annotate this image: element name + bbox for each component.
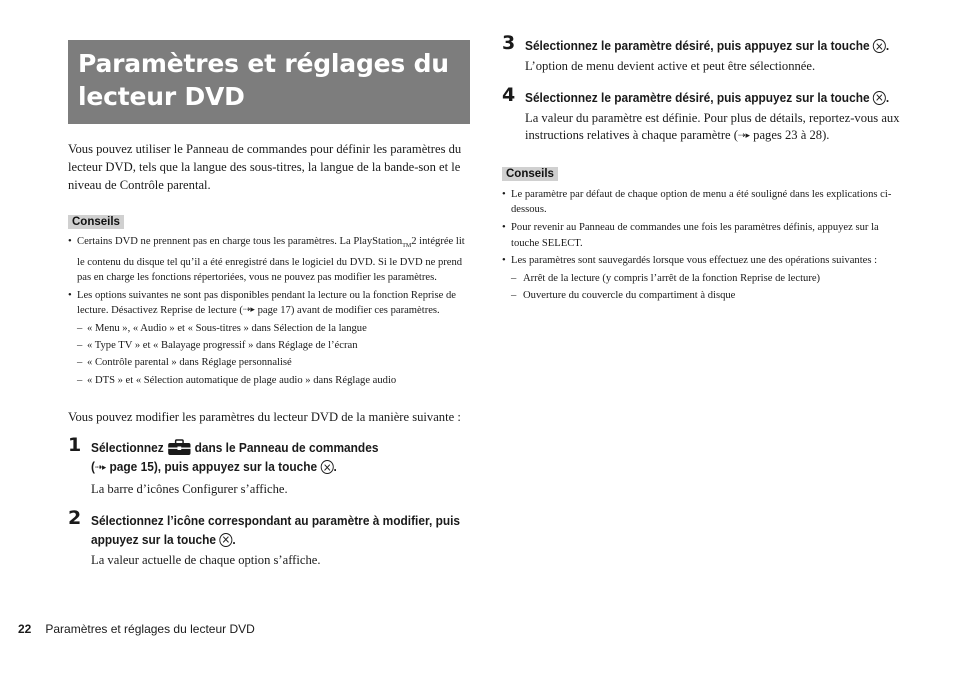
bullet: • — [68, 289, 72, 301]
step-number: 1 — [68, 434, 82, 457]
page-title — [68, 40, 470, 124]
step-number: 3 — [502, 32, 516, 54]
cross-button-icon — [873, 39, 886, 53]
step-heading: Sélectionnez le paramètre désiré, puis appuyez sur la touche . — [525, 89, 890, 105]
page-title-line-1: Paramètres et réglages du — [78, 49, 449, 78]
step-4 — [502, 83, 907, 146]
intro-paragraph-2: Vous pouvez modifier les paramètres du lecteur DVD de la manière suivante : — [68, 410, 461, 425]
reference-arrow-icon: ⇢▸ — [94, 463, 107, 474]
step-2 — [68, 506, 472, 570]
step-heading: Sélectionnez dans le Panneau de commandes (⇢▸ page 15), puis appuyez sur la touche . — [91, 438, 470, 478]
tip-subitem: – « Contrôle parental » dans Réglage personnalisé — [77, 357, 292, 369]
step-description: La barre d’icônes Configurer s’affiche. — [91, 482, 288, 497]
bullet: • — [68, 236, 72, 247]
step-heading: Sélectionnez l’icône correspondant au paramètre à modifier, puis appuyez sur la touche . — [91, 512, 461, 547]
page-number: 22 — [18, 622, 32, 636]
reference-arrow-icon: ⇢▸ — [737, 131, 751, 142]
tip-subitem: – « Menu », « Audio » et « Sous-titres » dans Sélection de la langue — [77, 323, 367, 335]
step-1 — [68, 434, 472, 499]
tip-subitem: – « DTS » et « Sélection automatique de plage audio » dans Réglage audio — [77, 374, 397, 386]
tip-item: • Certains DVD ne prennent pas en charge tous les paramètres. La PlayStation$_{TM}$2 intégrée lit le contenu du disque tel qu’il a été enregistré dans le logiciel du DVD. Si le DVD ne prend pas en charge les fonctions répertoriées, vous ne pouvez pas modifier les paramètres. — [68, 236, 465, 284]
reference-arrow-icon: ⇢▸ — [242, 305, 255, 316]
step-number: 4 — [502, 83, 516, 106]
cross-button-icon — [873, 91, 886, 105]
page-reference-link[interactable]: page 15), puis appuyez sur la touche — [109, 459, 318, 475]
footer-title: Paramètres et réglages du lecteur DVD — [45, 622, 255, 636]
step-heading: Sélectionnez le paramètre désiré, puis appuyez sur la touche . — [525, 38, 890, 53]
tips-section-left — [68, 212, 472, 388]
tip-item: • Les paramètres sont sauvegardés lorsque vous effectuez une des opérations suivantes : — [502, 255, 878, 267]
step-3 — [502, 32, 907, 76]
tips-section-right — [502, 164, 907, 304]
left-column — [68, 40, 472, 569]
cross-button-icon — [219, 533, 232, 547]
tip-subitem: – Ouverture du couvercle du compartiment à disque — [511, 289, 736, 301]
page-title-line-2: lecteur DVD — [78, 82, 245, 111]
tip-item: • Les options suivantes ne sont pas disponibles pendant la lecture ou la fonction Reprise de lecture. Désactivez Reprise de lecture (⇢▸ page 17) avant de modifier ces paramètres. — [68, 288, 472, 319]
step-description: La valeur du paramètre est définie. Pour plus de détails, reportez-vous aux instructions relatives à chaque paramètre (⇢▸ pages 23 à 28). — [525, 110, 907, 146]
intro-paragraph: Vous pouvez utiliser le Panneau de commandes pour définir les paramètres du lecteur DVD, tels que la langue des sous-titres, la langue de la bande-son et le niveau de Contrôle parental. — [68, 142, 462, 192]
page-footer — [18, 622, 255, 636]
page-reference-link[interactable]: page 17 — [257, 305, 291, 317]
toolbox-icon — [167, 439, 191, 456]
page-reference-link[interactable]: pages 23 à 28 — [753, 128, 823, 143]
tips-badge: Conseils — [502, 167, 558, 181]
tip-subitem: – Arrêt de la lecture (y compris l’arrêt de la fonction Reprise de lecture) — [511, 272, 821, 284]
right-column — [502, 32, 907, 305]
tip-item: • Le paramètre par défaut de chaque option de menu a été souligné dans les explications ci-dessous. — [502, 188, 892, 216]
tip-item: • Pour revenir au Panneau de commandes une fois les paramètres définis, appuyez sur la touche SELECT. — [502, 221, 879, 249]
step-description: L’option de menu devient active et peut être sélectionnée. — [525, 59, 816, 73]
tips-badge: Conseils — [68, 215, 124, 229]
tip-subitem: – « Type TV » et « Balayage progressif » dans Réglage de l’écran — [77, 340, 358, 352]
step-number: 2 — [68, 506, 82, 529]
step-description: La valeur actuelle de chaque option s’affiche. — [91, 552, 321, 567]
cross-button-icon — [320, 460, 333, 474]
